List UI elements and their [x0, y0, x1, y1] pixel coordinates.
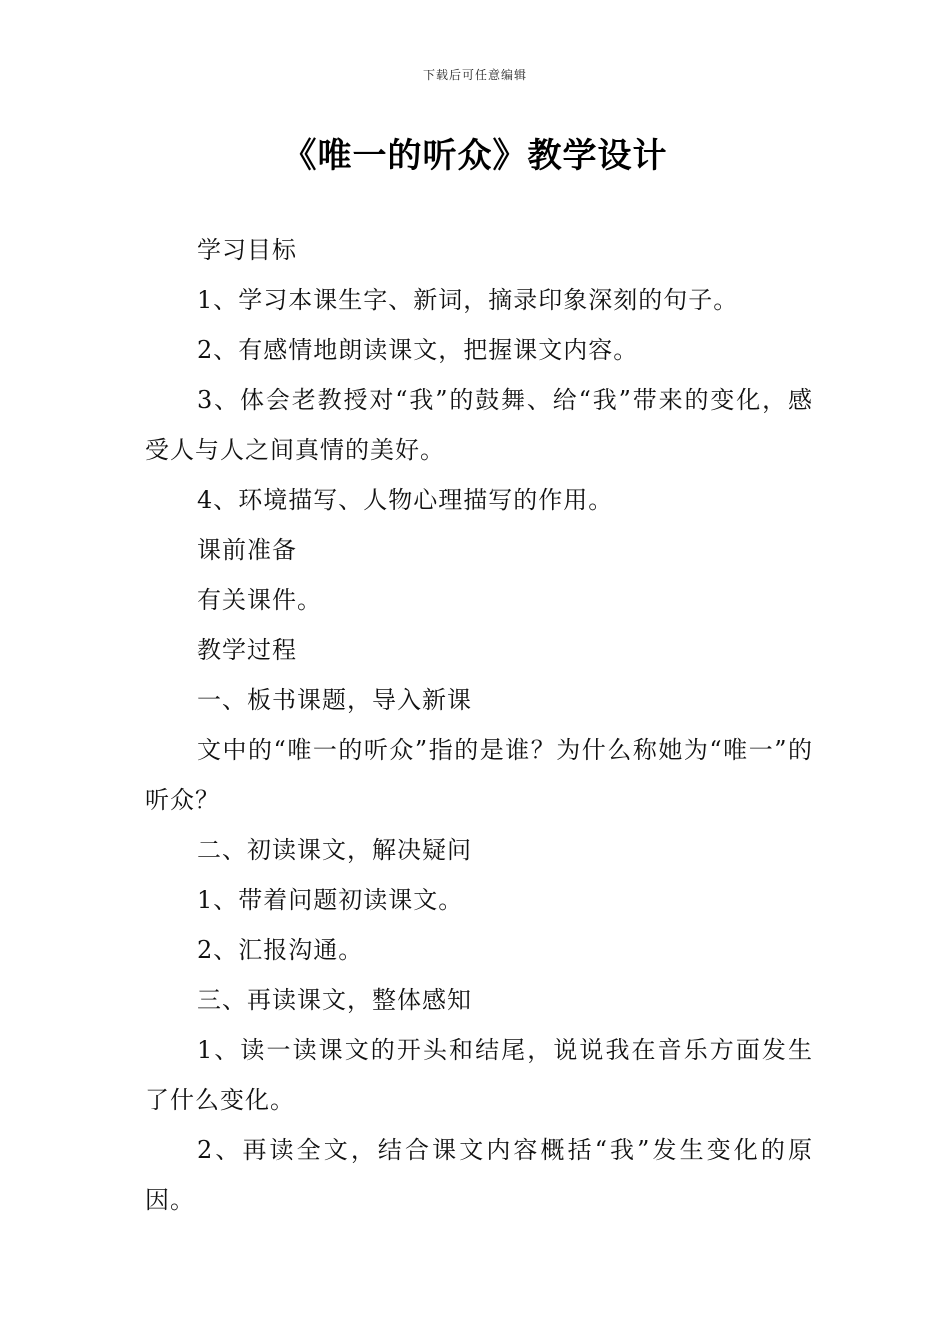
section-heading-objectives: 学习目标: [197, 236, 297, 264]
preparation-text: 有关课件。: [197, 586, 322, 614]
objective-item: 2、有感情地朗读课文，把握课文内容。: [197, 336, 639, 364]
header-note: 下载后可任意编辑: [422, 68, 527, 82]
section-heading-preparation: 课前准备: [197, 536, 297, 564]
section-heading-process: 教学过程: [197, 636, 297, 664]
objective-item: 1、学习本课生字、新词，摘录印象深刻的句子。: [197, 286, 739, 314]
document-body: [145, 225, 813, 1225]
objective-item: 4、环境描写、人物心理描写的作用。: [197, 486, 614, 514]
process-step-heading: 一、板书课题，导入新课: [197, 686, 472, 714]
document-title: 《唯一的听众》教学设计: [282, 136, 668, 176]
process-step-text: 文中的“唯一的听众”指的是谁？为什么称她为“唯一”的听众？: [145, 736, 813, 814]
process-step-text: 1、带着问题初读课文。: [197, 886, 464, 914]
process-step-text: 2、汇报沟通。: [197, 936, 364, 964]
process-step-text: 2、再读全文，结合课文内容概括“我”发生变化的原因。: [145, 1136, 813, 1214]
process-step-heading: 三、再读课文，整体感知: [197, 986, 472, 1014]
objective-item: 3、体会老教授对“我”的鼓舞、给“我”带来的变化，感受人与人之间真情的美好。: [145, 386, 813, 464]
process-step-heading: 二、初读课文，解决疑问: [197, 836, 472, 864]
process-step-text: 1、读一读课文的开头和结尾，说说我在音乐方面发生了什么变化。: [145, 1036, 813, 1114]
